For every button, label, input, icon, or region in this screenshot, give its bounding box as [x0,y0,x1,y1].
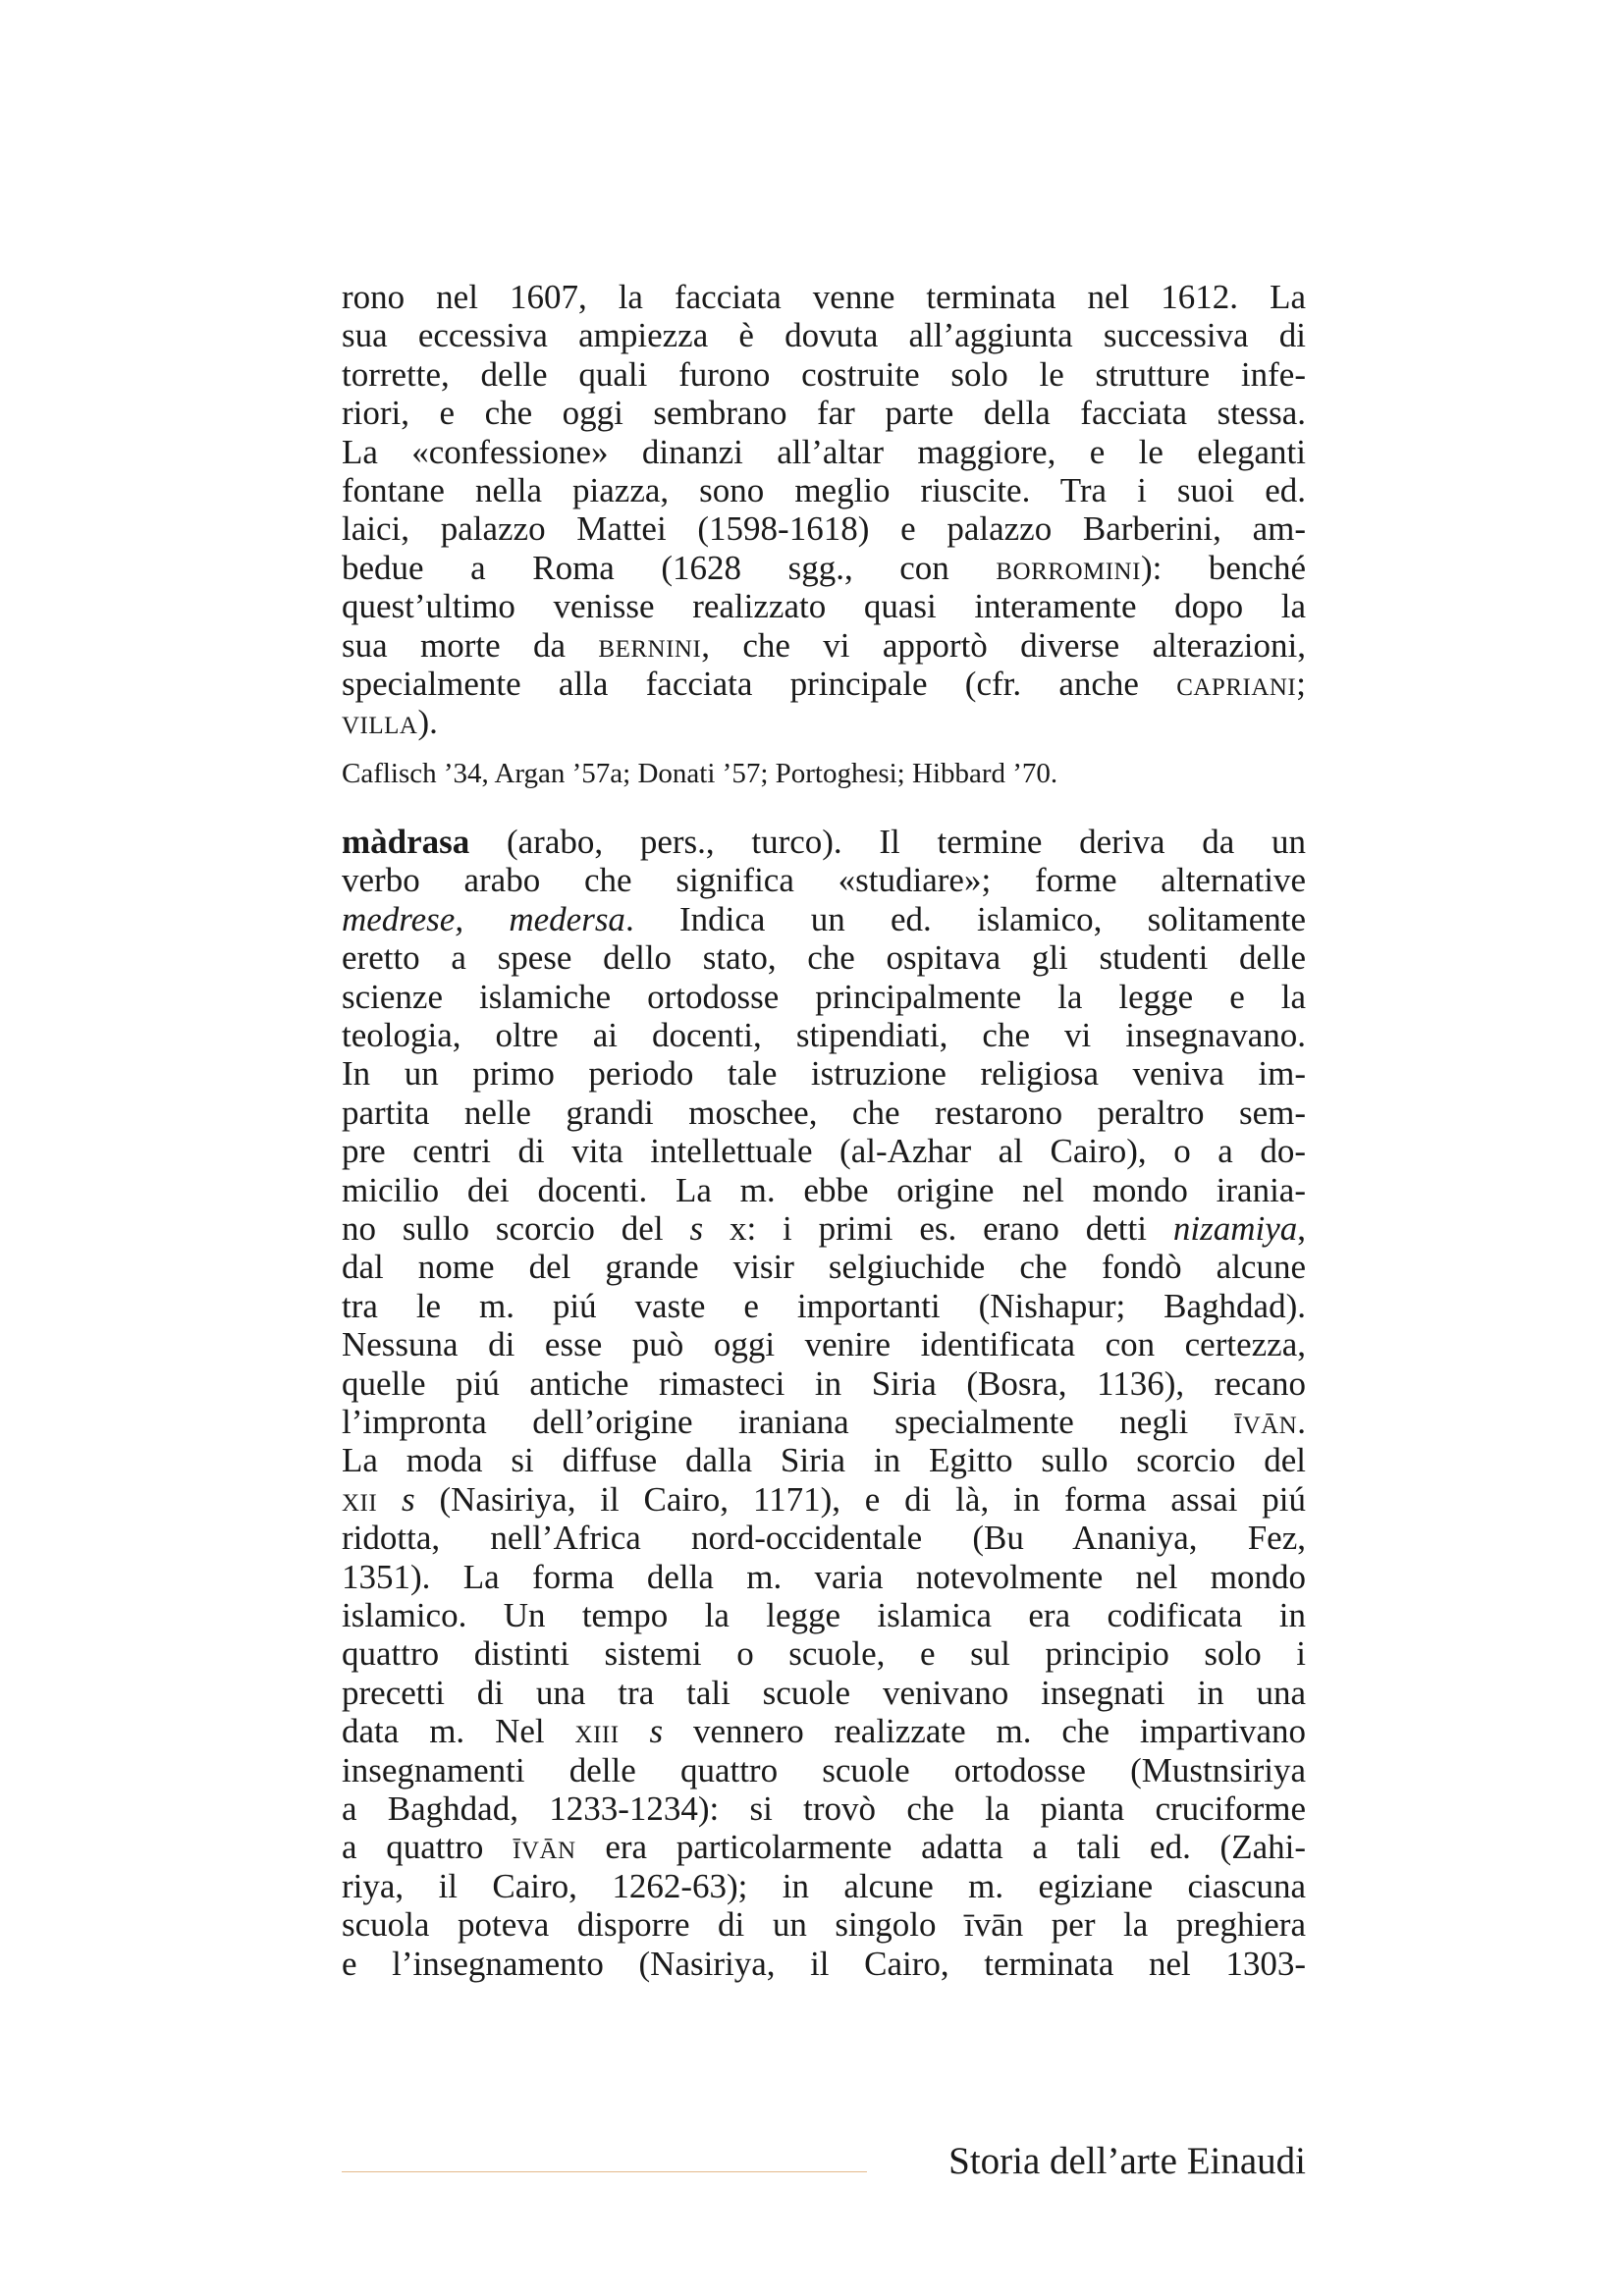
text-segment: , che vi apportò diverse alterazioni, [701,625,1307,665]
text-line: micilio dei docenti. La m. ebbe origine nel mondo irania- [342,1170,1306,1209]
text-line [342,665,1306,703]
text-line: islamico. Un tempo la legge islamica era codificata in [342,1596,1306,1634]
cross-reference-ivan: īvān [513,1828,576,1867]
text-line [342,823,1306,861]
text-segment: (arabo, pers., turco). Il termine deriva da un [469,822,1306,861]
text-line: quest’ultimo venisse realizzato quasi interamente dopo la [342,587,1306,626]
text-line: sua eccessiva ampiezza è dovuta all’aggiunta successiva di [342,316,1306,355]
cross-reference-villa: villa [342,703,418,742]
text-segment: l’impronta dell’origine iraniana specialmente negli [342,1402,1234,1441]
text-line: scuola poteva disporre di un singolo īvān per la preghiera [342,1905,1306,1945]
italic-term: s [649,1712,664,1751]
text-line: tra le m. piú vaste e importanti (Nishapur; Baghdad). [342,1286,1306,1325]
text-line: dal nome del grande visir selgiuchide che fondò alcune [342,1248,1306,1287]
text-line: In un primo periodo tale istruzione religiosa veniva im- [342,1054,1306,1094]
text-segment: bedue a Roma (1628 sgg., con [342,548,997,587]
text-line [342,1209,1306,1248]
text-line: riori, e che oggi sembrano far parte della facciata stessa. [342,394,1306,433]
italic-term: nizamiya [1172,1208,1298,1248]
italic-term: medrese, medersa [342,899,625,938]
text-line: a Baghdad, 1233-1234): si trovò che la pianta cruciforme [342,1789,1306,1829]
italic-term: s [689,1208,704,1248]
text-segment: . [1297,1402,1306,1441]
text-line: La «confessione» dinanzi all’altar maggiore, e le eleganti [342,432,1306,471]
text-segment: no sullo scorcio del [342,1208,690,1248]
continuation-paragraph [342,278,1306,742]
text-segment: a quattro [342,1828,514,1867]
text-line [342,703,1306,741]
text-line [342,900,1306,938]
text-segment: x: i primi es. erano detti [703,1208,1173,1248]
text-segment: specialmente alla facciata principale (cfr. anche [342,665,1177,704]
text-line [342,1828,1306,1866]
text-line: teologia, oltre ai docenti, stipendiati, che vi insegnavano. [342,1015,1306,1054]
text-line [342,1712,1306,1750]
text-line: partita nelle grandi moschee, che restarono peraltro sem- [342,1093,1306,1132]
text-line [342,549,1306,587]
text-segment: ; [1296,665,1306,704]
cross-reference-capriani: capriani [1176,665,1297,704]
text-line: La moda si diffuse dalla Siria in Egitto sullo scorcio del [342,1441,1306,1480]
bibliography: Caflisch ’34, Argan ’57a; Donati ’57; Portoghesi; Hibbard ’70. [342,757,1058,789]
text-line: scienze islamiche ortodosse principalmente la legge e la [342,977,1306,1016]
text-line: quattro distinti sistemi o scuole, e sul principio solo i [342,1634,1306,1674]
text-segment: (Nasiriya, il Cairo, 1171), e di là, in forma assai piú [414,1479,1307,1519]
text-segment: data m. Nel [342,1712,575,1751]
text-line: torrette, delle quali furono costruite solo le strutture infe- [342,354,1306,394]
text-line: laici, palazzo Mattei (1598-1618) e palazzo Barberini, am- [342,509,1306,549]
text-line: fontane nella piazza, sono meglio riuscite. Tra i suoi ed. [342,471,1306,510]
cross-reference-borromini: borromini [996,548,1141,587]
text-segment: sua morte da [342,625,599,665]
text-line: insegnamenti delle quattro scuole ortodosse (Mustnsiriya [342,1750,1306,1789]
text-segment: ): benché [1140,548,1306,587]
century-numeral: xii [342,1479,378,1519]
text-line: rono nel 1607, la facciata venne terminata nel 1612. La [342,278,1306,316]
text-segment: vennero realizzate m. che impartivano [663,1712,1306,1751]
text-line: 1351). La forma della m. varia notevolmente nel mondo [342,1557,1306,1596]
text-segment: . Indica un ed. islamico, solitamente [624,899,1306,938]
text-line: quelle piú antiche rimasteci in Siria (Bosra, 1136), recano [342,1363,1306,1403]
text-line: riya, il Cairo, 1262-63); in alcune m. egiziane ciascuna [342,1866,1306,1905]
main-text-column [342,278,1306,1983]
text-line: e l’insegnamento (Nasiriya, il Cairo, terminata nel 1303- [342,1944,1306,1983]
text-line: eretto a spese dello stato, che ospitava gli studenti delle [342,938,1306,978]
footer-title: Storia dell’arte Einaudi [948,2140,1306,2182]
text-line: verbo arabo che significa «studiare»; forme alternative [342,861,1306,900]
cross-reference-ivan: īvān [1233,1402,1298,1441]
text-segment: era particolarmente adatta a tali ed. (Zahi- [575,1828,1306,1867]
text-segment: , [1297,1208,1306,1248]
text-line [342,1403,1306,1441]
text-line [342,1480,1306,1519]
century-numeral: xiii [574,1712,620,1751]
cross-reference-bernini: bernini [598,625,702,665]
text-line: ridotta, nell’Africa nord-occidentale (Bu Ananiya, Fez, [342,1519,1306,1558]
text-line: pre centri di vita intellettuale (al-Azhar al Cairo), o a do- [342,1132,1306,1171]
text-segment: ). [417,703,438,742]
text-line: Nessuna di esse può oggi venire identificata con certezza, [342,1325,1306,1364]
text-line: precetti di una tra tali scuole venivano insegnati in una [342,1673,1306,1712]
text-line [342,626,1306,665]
entry-madrasa [342,823,1306,1983]
italic-term: s [402,1479,415,1519]
entry-headword: màdrasa [342,822,470,861]
footer-rule [342,2171,867,2172]
